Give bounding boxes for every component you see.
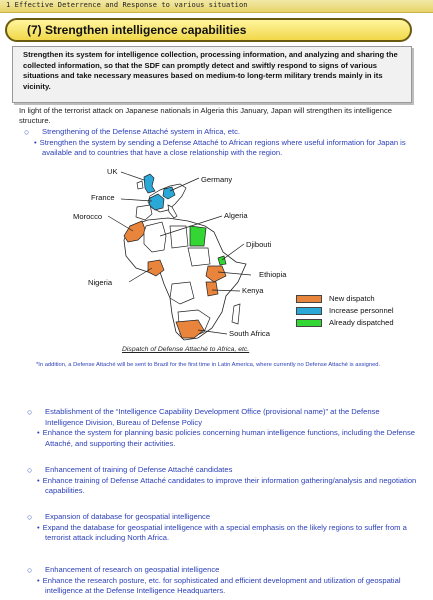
item-title: Enhancement of research on geospatial intelligence xyxy=(45,565,220,574)
hollow-circle-bullet-icon: ○ xyxy=(27,407,33,417)
item-detail: • Strengthen the system by sending a Defense Attaché to African regions where useful information for Japan is available and to countries that have a close relationship with the region. xyxy=(34,138,419,159)
hollow-circle-bullet-icon: ○ xyxy=(27,512,33,522)
label-algeria: Algeria xyxy=(224,211,248,220)
label-germany: Germany xyxy=(201,175,233,184)
item-title: Enhancement of training of Defense Attaché candidates xyxy=(45,465,233,474)
item-intelligence-office xyxy=(27,407,422,449)
label-kenya: Kenya xyxy=(242,286,264,295)
legend-swatch xyxy=(296,295,322,303)
italy-shape xyxy=(168,205,177,218)
hollow-circle-bullet-icon: ○ xyxy=(27,465,33,475)
label-nigeria: Nigeria xyxy=(88,278,113,287)
label-morocco: Morocco xyxy=(73,212,103,221)
legend-label: New dispatch xyxy=(329,294,375,303)
label-uk: UK xyxy=(107,167,118,176)
egypt-shape xyxy=(190,226,206,246)
legend-label: Already dispatched xyxy=(329,318,394,327)
iberia-shape xyxy=(136,205,152,220)
legend-swatch xyxy=(296,307,322,315)
label-djibouti: Djibouti xyxy=(246,240,272,249)
madagascar-shape xyxy=(232,304,240,324)
item-title: Strengthening of the Defense Attaché system in Africa, etc. xyxy=(42,127,240,136)
item-detail: • Enhance training of Defense Attaché candidates to improve their information gathering/analysis and negotiation capabilities. xyxy=(37,476,422,497)
hollow-circle-bullet-icon: ○ xyxy=(24,127,30,137)
legend-swatch xyxy=(296,319,322,327)
ireland-shape xyxy=(137,181,143,189)
map-caption: Dispatch of Defense Attaché to Africa, etc. xyxy=(122,346,250,353)
item-title: Expansion of database for geospatial intelligence xyxy=(45,512,211,521)
item-geospatial-research xyxy=(27,565,422,597)
item-detail: • Enhance the system for planning basic policies concerning human intelligence functions, including the Defense Attaché, and supporting their activities. xyxy=(37,428,422,449)
item-detail: • Expand the database for geospatial intelligence with a special emphasis on the likely regions to suffer from a terrorist attack including North Africa. xyxy=(37,523,422,544)
summary-text: Strengthen its system for intelligence collection, processing information, and analyzing and sharing the collected information, so that the SDF can promptly detect and swiftly respond to signs of various situations and take necessary measures based on medium-to long-term military trends mainly in its vicinity. xyxy=(23,50,398,91)
uk-shape xyxy=(144,174,155,193)
legend-label: Increase personnel xyxy=(329,306,394,315)
intro-text: In light of the terrorist attack on Japanese nationals in Algeria this January, Japan will strengthen its intelligence structure. xyxy=(19,106,393,125)
item-detail: • Enhance the research posture, etc. for sophisticated and efficient development and utilization of geospatial intelligence at the Defense Intelligence Headquarters. xyxy=(37,576,422,597)
item-training xyxy=(27,465,422,497)
map-footnote: *In addition, a Defense Attaché will be sent to Brazil for the first time in Latin America, where currently no Defense Attaché is assigned. xyxy=(36,362,381,368)
libya-shape xyxy=(170,226,188,248)
item-geospatial-database xyxy=(27,512,422,544)
hollow-circle-bullet-icon: ○ xyxy=(27,565,33,575)
algeria-shape xyxy=(144,222,166,252)
kenya-shape xyxy=(206,282,218,296)
label-ethiopia: Ethiopia xyxy=(259,270,287,279)
item-title: Establishment of the “Intelligence Capability Development Office (provisional name)” at the Defense Intelligence Division, Bureau of Defense Policy xyxy=(45,407,380,427)
page-title: (7) Strengthen intelligence capabilities xyxy=(27,23,247,37)
section-header-text: 1 Effective Deterrence and Response to various situation xyxy=(6,1,248,9)
label-france: France xyxy=(91,193,115,202)
sudan-shape xyxy=(188,248,210,266)
label-south-africa: South Africa xyxy=(229,329,270,338)
